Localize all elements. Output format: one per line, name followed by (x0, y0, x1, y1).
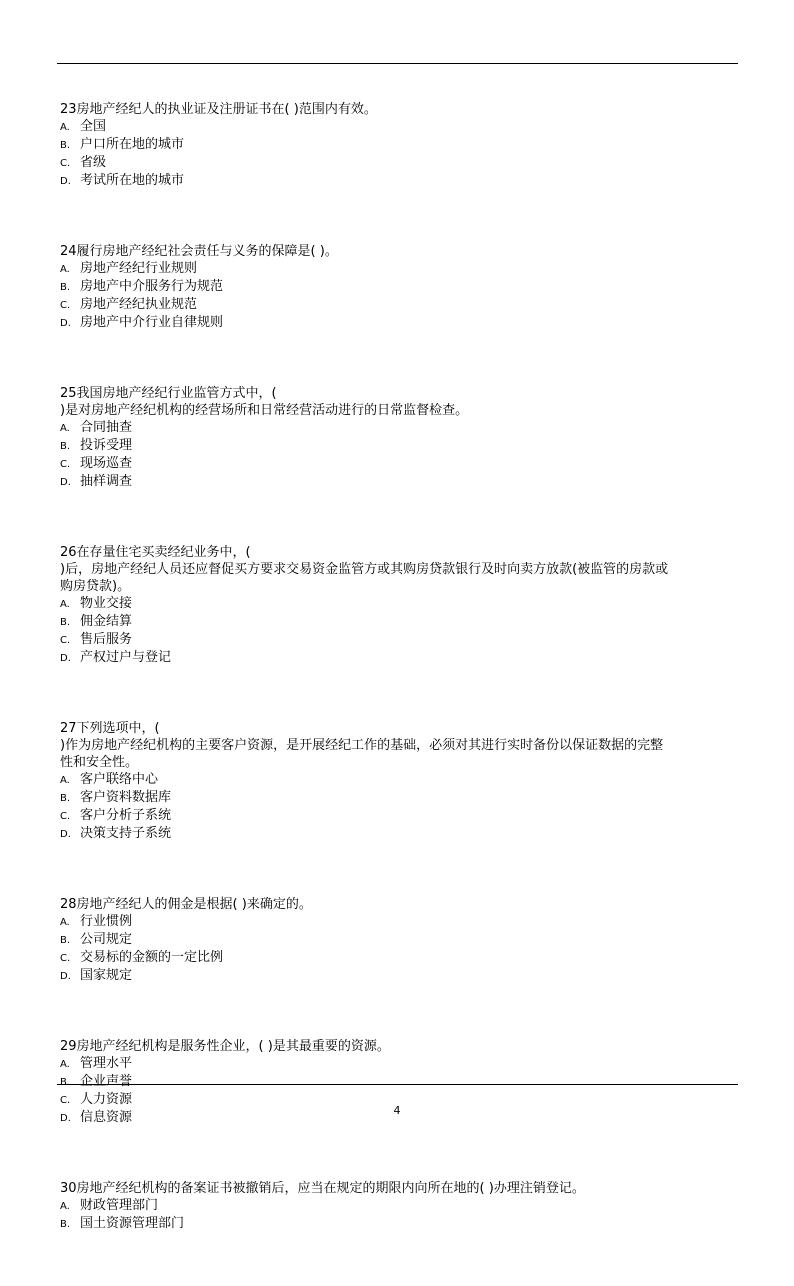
answer-option (60, 296, 730, 314)
question-text: 29房地产经纪机构是服务性企业，( )是其最重要的资源。 (60, 1039, 390, 1054)
option-text: 售后服务 (80, 632, 133, 647)
answer-option (60, 613, 730, 631)
question-block (60, 720, 730, 843)
answer-option (60, 455, 730, 473)
question-block (60, 243, 730, 332)
option-letter: A. (60, 1201, 70, 1212)
answer-option (60, 1073, 730, 1091)
answer-option (60, 172, 730, 190)
question-text: 购房贷款)。 (60, 579, 131, 594)
option-text: 客户分析子系统 (80, 808, 172, 823)
question-block (60, 896, 730, 985)
option-letter: C. (60, 635, 71, 646)
question-block (60, 101, 730, 190)
option-text: 管理水平 (80, 1056, 133, 1071)
option-letter: B. (60, 1219, 71, 1230)
answer-option (60, 118, 730, 136)
option-text: 房地产中介行业自律规则 (80, 315, 224, 330)
answer-option (60, 1055, 730, 1073)
answer-option (60, 949, 730, 967)
option-letter: A. (60, 264, 70, 275)
option-letter: D. (60, 318, 71, 329)
option-text: 决策支持子系统 (80, 826, 172, 841)
option-text: 国家规定 (80, 968, 133, 983)
option-letter: C. (60, 459, 71, 470)
option-letter: C. (60, 158, 71, 169)
answer-option (60, 595, 730, 613)
option-letter: B. (60, 793, 71, 804)
question-text: 27下列选项中，( (60, 721, 160, 736)
question-text: 性和安全性。 (60, 755, 139, 770)
answer-option (60, 419, 730, 437)
option-text: 投诉受理 (80, 438, 133, 453)
answer-option (60, 1197, 730, 1215)
option-letter: C. (60, 953, 71, 964)
option-text: 行业惯例 (80, 914, 133, 929)
option-text: 户口所在地的城市 (80, 137, 185, 152)
option-letter: A. (60, 599, 70, 610)
option-text: 产权过户与登记 (80, 650, 172, 665)
question-text: 25我国房地产经纪行业监管方式中，( (60, 386, 277, 401)
answer-option (60, 473, 730, 491)
option-letter: C. (60, 811, 71, 822)
option-text: 房地产经纪行业规则 (80, 261, 198, 276)
option-text: 交易标的金额的一定比例 (80, 950, 224, 965)
answer-option (60, 967, 730, 985)
option-letter: D. (60, 829, 71, 840)
option-text: 客户联络中心 (80, 772, 159, 787)
option-letter: C. (60, 300, 71, 311)
question-text: )作为房地产经纪机构的主要客户资源，是开展经纪工作的基础，必须对其进行实时备份以保证数据的完整 (60, 738, 664, 753)
question-block (60, 544, 730, 667)
option-letter: A. (60, 1059, 70, 1070)
answer-option (60, 154, 730, 172)
answer-option (60, 931, 730, 949)
option-text: 客户资料数据库 (80, 790, 172, 805)
option-letter: B. (60, 282, 71, 293)
answer-option (60, 807, 730, 825)
question-text: )是对房地产经纪机构的经营场所和日常经营活动进行的日常监督检查。 (60, 403, 469, 418)
answer-option (60, 771, 730, 789)
option-text: 财政管理部门 (80, 1198, 159, 1213)
footer-rule (57, 1084, 738, 1085)
option-letter: B. (60, 935, 71, 946)
question-text: )后，房地产经纪人员还应督促买方要求交易资金监管方或其购房贷款银行及时向卖方放款(被监管的房款或 (60, 562, 669, 577)
answer-option (60, 825, 730, 843)
answer-option (60, 314, 730, 332)
question-text: 26在存量住宅买卖经纪业务中，( (60, 545, 251, 560)
option-letter: B. (60, 617, 71, 628)
option-text: 公司规定 (80, 932, 133, 947)
answer-option (60, 260, 730, 278)
answer-option (60, 631, 730, 649)
option-letter: D. (60, 653, 71, 664)
option-text: 物业交接 (80, 596, 133, 611)
answer-option (60, 649, 730, 667)
option-letter: A. (60, 122, 70, 133)
option-text: 合同抽查 (80, 420, 133, 435)
option-letter: D. (60, 176, 71, 187)
option-letter: B. (60, 1077, 71, 1088)
question-block (60, 1180, 730, 1233)
option-letter: A. (60, 917, 70, 928)
option-text: 房地产经纪执业规范 (80, 297, 198, 312)
question-block (60, 385, 730, 491)
option-text: 全国 (80, 119, 107, 134)
answer-option (60, 789, 730, 807)
question-text: 28房地产经纪人的佣金是根据( )来确定的。 (60, 897, 312, 912)
option-letter: D. (60, 971, 71, 982)
option-letter: B. (60, 441, 71, 452)
option-letter: A. (60, 423, 70, 434)
question-text: 30房地产经纪机构的备案证书被撤销后，应当在规定的期限内向所在地的( )办理注销登记。 (60, 1181, 585, 1196)
question-text: 24履行房地产经纪社会责任与义务的保障是( )。 (60, 244, 338, 259)
answer-option (60, 913, 730, 931)
answer-option (60, 437, 730, 455)
page-number: 4 (393, 1104, 401, 1117)
option-text: 现场巡查 (80, 456, 133, 471)
option-letter: D. (60, 477, 71, 488)
option-letter: C. (60, 1095, 71, 1106)
header-rule (57, 63, 738, 64)
option-letter: A. (60, 775, 70, 786)
option-letter: B. (60, 140, 71, 151)
option-text: 考试所在地的城市 (80, 173, 185, 188)
option-text: 省级 (80, 155, 107, 170)
option-text: 信息资源 (80, 1110, 133, 1125)
option-text: 佣金结算 (80, 614, 133, 629)
option-text: 国土资源管理部门 (80, 1216, 185, 1231)
option-text: 房地产中介服务行为规范 (80, 279, 224, 294)
answer-option (60, 278, 730, 296)
option-text: 人力资源 (80, 1092, 133, 1107)
question-text: 23房地产经纪人的执业证及注册证书在( )范围内有效。 (60, 102, 377, 117)
option-letter: D. (60, 1113, 71, 1124)
answer-option (60, 136, 730, 154)
answer-option (60, 1215, 730, 1233)
option-text: 抽样调查 (80, 474, 133, 489)
option-text: 企业声誉 (80, 1074, 133, 1089)
